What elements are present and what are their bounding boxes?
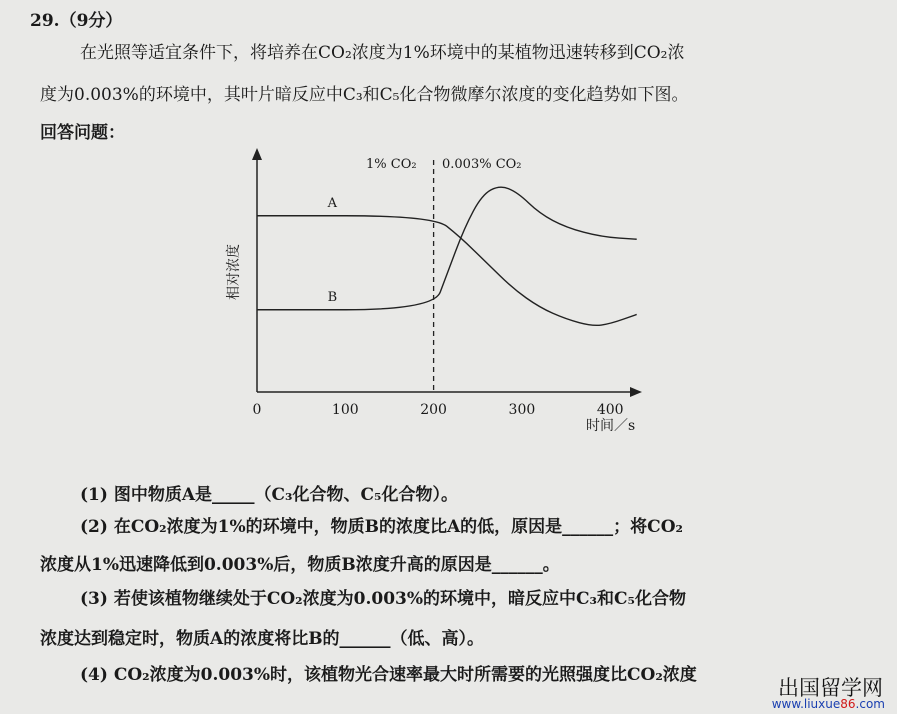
- sub-question-1: (1) 图中物质A是_____（C₃化合物、C₅化合物）。: [80, 485, 458, 505]
- url-number: 86: [840, 697, 856, 711]
- url-prefix: www.liuxue: [771, 697, 841, 711]
- x-tick-label: 400: [596, 402, 624, 418]
- x-axis-label: 时间／s: [586, 418, 636, 434]
- region-label-1pct: 1% CO₂: [366, 157, 417, 172]
- watermark-url[interactable]: [772, 697, 885, 711]
- sub-question-3-cont: 浓度达到稳定时，物质A的浓度将比B的______（低、高）。: [40, 629, 485, 649]
- y-axis-label: 相对浓度: [226, 244, 242, 300]
- series-label-A: A: [327, 195, 338, 211]
- sub-question-2: (2) 在CO₂浓度为1%的环境中，物质B的浓度比A的低，原因是______；将CO₂: [80, 517, 683, 537]
- question-number: 29.（9分）: [30, 11, 123, 31]
- question-intro-line-1: 在光照等适宜条件下，将培养在CO₂浓度为1%环境中的某植物迅速转移到CO₂浓: [80, 43, 685, 63]
- sub-question-3: (3) 若使该植物继续处于CO₂浓度为0.003%的环境中，暗反应中C₃和C₅化合物: [80, 589, 686, 609]
- region-label-0003pct: 0.003% CO₂: [442, 157, 522, 172]
- x-tick-label: 100: [331, 402, 359, 418]
- sub-question-4: (4) CO₂浓度为0.003%时，该植物光合速率最大时所需要的光照强度比CO₂浓度: [80, 665, 697, 685]
- x-tick-label: 0: [252, 402, 262, 418]
- series-label-B: B: [327, 289, 338, 305]
- url-suffix: .com: [855, 697, 885, 711]
- question-intro-line-3: 回答问题：: [40, 123, 125, 143]
- series-line-A: [257, 216, 637, 326]
- x-tick-label: 200: [420, 402, 447, 418]
- series-line-B: [257, 187, 637, 310]
- x-tick-label: 300: [508, 402, 536, 418]
- sub-question-2-cont: 浓度从1%迅速降低到0.003%后，物质B浓度升高的原因是______。: [40, 555, 560, 575]
- y-axis-arrow-icon: [252, 148, 262, 160]
- watermark-site-name: 出国留学网: [778, 676, 883, 700]
- x-axis-arrow-icon: [630, 387, 642, 397]
- question-intro-line-2: 度为0.003%的环境中，其叶片暗反应中C₃和C₅化合物微摩尔浓度的变化趋势如下图。: [40, 85, 689, 105]
